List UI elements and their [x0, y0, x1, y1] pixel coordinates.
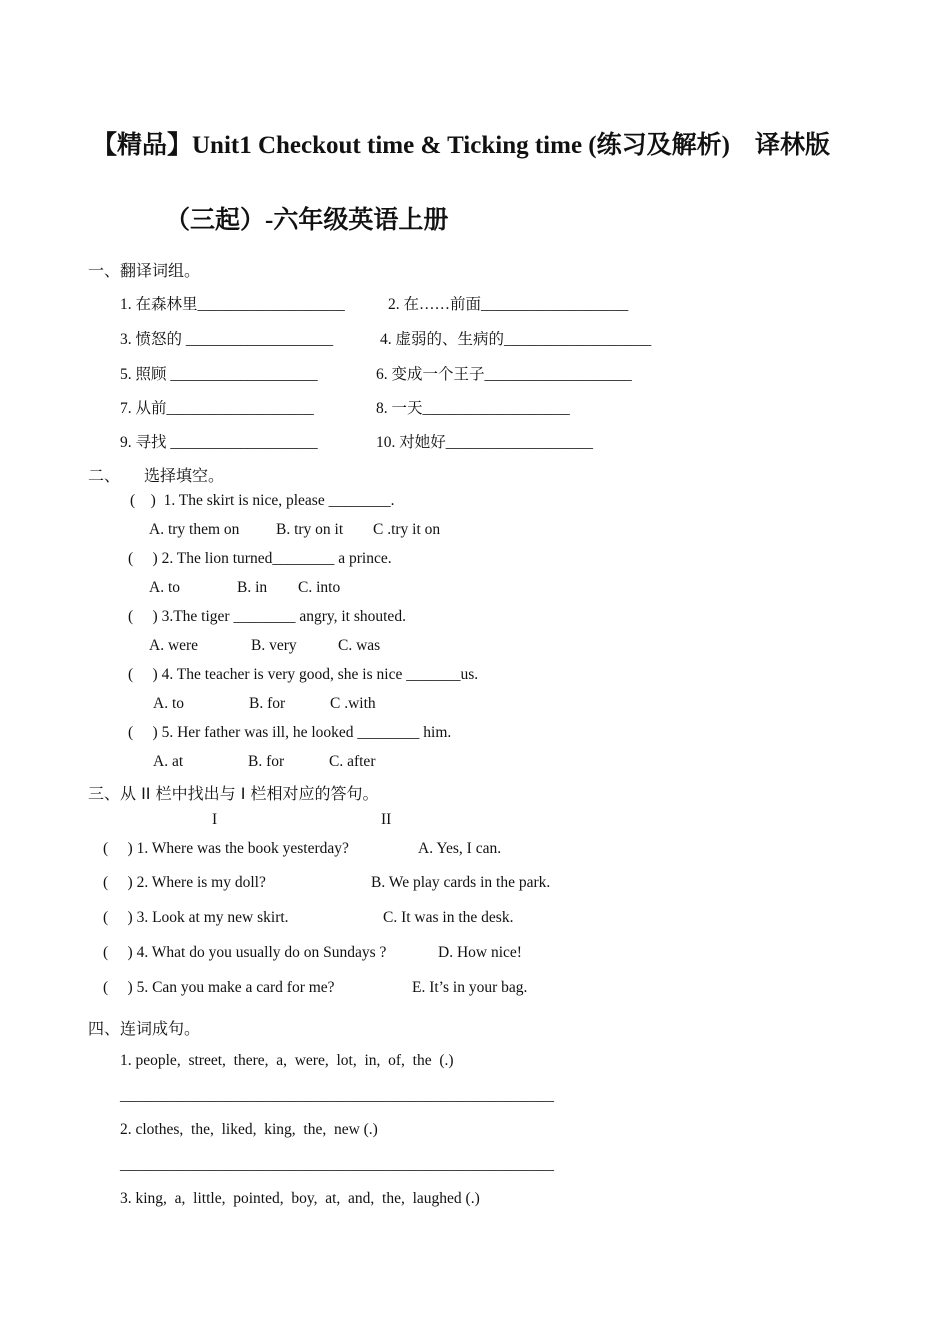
mc-question-3: ( ) 3.The tiger ________ angry, it shouted. [128, 608, 406, 625]
mc-question-1: ( ) 1. The skirt is nice, please ________. [130, 492, 395, 509]
mc-option: B. for [249, 695, 286, 712]
page-title-line2: （三起）-六年级英语上册 [165, 207, 449, 234]
mc-option: C. after [329, 753, 376, 770]
mc-question-5: ( ) 5. Her father was ill, he looked ________ him. [128, 724, 452, 741]
section4-heading: 四、连词成句。 [88, 1019, 201, 1038]
translate-item-1: 1. 在森林里___________________ [120, 296, 345, 313]
match-right-d: D. How nice! [438, 944, 522, 961]
translate-item-4: 4. 虚弱的、生病的___________________ [380, 331, 652, 348]
mc-option: C .try it on [373, 521, 441, 538]
match-right-c: C. It was in the desk. [383, 909, 514, 926]
answer-line-1: ________________________________________________________ [120, 1087, 554, 1104]
mc-option: C. was [338, 637, 381, 654]
mc-option: A. try them on [149, 521, 240, 538]
reorder-item-3: 3. king, a, little, pointed, boy, at, and, the, laughed (.) [120, 1190, 480, 1207]
translate-item-6: 6. 变成一个王子___________________ [376, 366, 632, 383]
translate-item-9: 9. 寻找 ___________________ [120, 434, 318, 451]
section1-heading: 一、翻译词组。 [88, 261, 201, 280]
match-left-5: ( ) 5. Can you make a card for me? [103, 979, 335, 996]
mc-option: B. in [237, 579, 268, 596]
mc-question-2: ( ) 2. The lion turned________ a prince. [128, 550, 392, 567]
translate-item-5: 5. 照顾 ___________________ [120, 366, 318, 383]
mc-option: A. were [149, 637, 199, 654]
match-left-1: ( ) 1. Where was the book yesterday? [103, 840, 349, 857]
mc-option: A. at [153, 753, 184, 770]
column-label-ii: II [381, 811, 392, 828]
match-right-e: E. It’s in your bag. [412, 979, 528, 996]
match-left-2: ( ) 2. Where is my doll? [103, 874, 266, 891]
mc-option: B. try on it [276, 521, 344, 538]
mc-option: B. for [248, 753, 285, 770]
match-left-3: ( ) 3. Look at my new skirt. [103, 909, 289, 926]
match-right-b: B. We play cards in the park. [371, 874, 551, 891]
translate-item-3: 3. 愤怒的 ___________________ [120, 331, 334, 348]
mc-option: B. very [251, 637, 297, 654]
mc-option: A. to [149, 579, 180, 596]
match-right-a: A. Yes, I can. [418, 840, 502, 857]
translate-item-10: 10. 对她好___________________ [376, 434, 594, 451]
mc-option: A. to [153, 695, 184, 712]
answer-line-2: ________________________________________________________ [120, 1156, 554, 1173]
reorder-item-2: 2. clothes, the, liked, king, the, new (.) [120, 1121, 378, 1138]
match-left-4: ( ) 4. What do you usually do on Sundays ? [103, 944, 387, 961]
mc-question-4: ( ) 4. The teacher is very good, she is nice _______us. [128, 666, 479, 683]
translate-item-7: 7. 从前___________________ [120, 400, 314, 417]
mc-option: C. into [298, 579, 341, 596]
column-label-i: I [212, 811, 218, 828]
reorder-item-1: 1. people, street, there, a, were, lot, in, of, the (.) [120, 1052, 454, 1069]
translate-item-2: 2. 在……前面___________________ [388, 296, 629, 313]
page-title: 【精品】Unit1 Checkout time & Ticking time (练习及解析) 译林版 [92, 132, 830, 159]
section3-heading: 三、从 II 栏中找出与 I 栏相对应的答句。 [88, 784, 379, 803]
mc-option: C .with [330, 695, 376, 712]
section2-heading: 二、 选择填空。 [88, 466, 225, 485]
translate-item-8: 8. 一天___________________ [376, 400, 570, 417]
